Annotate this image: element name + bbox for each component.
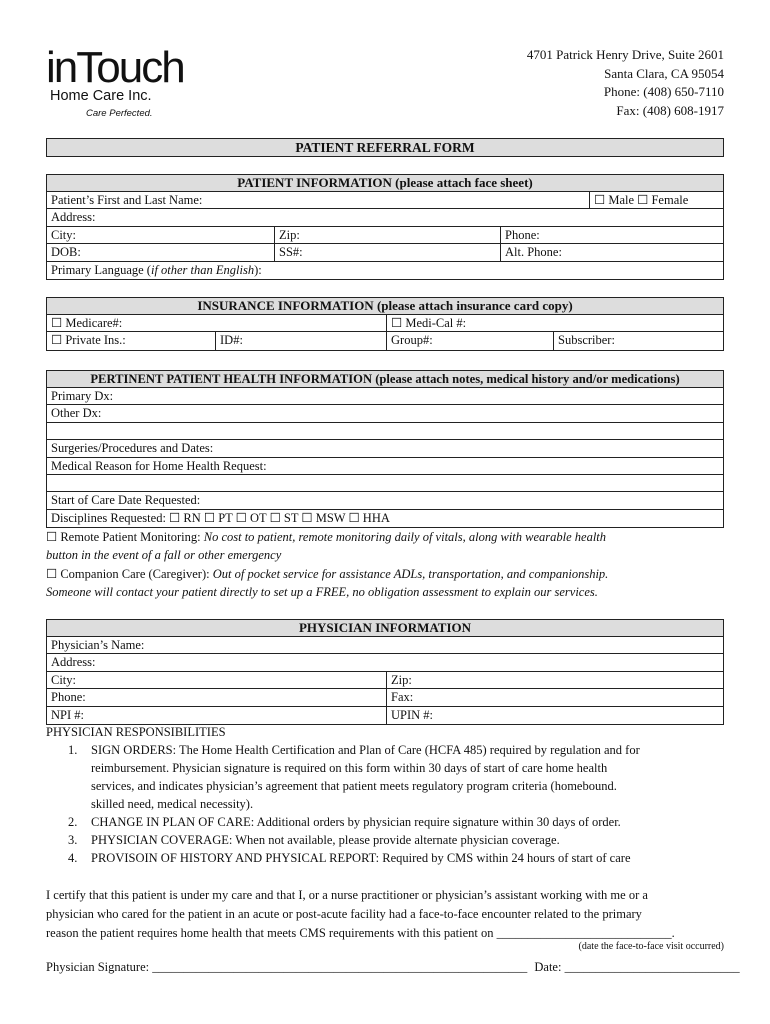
primary-dx-field[interactable]: Primary Dx: — [51, 389, 114, 403]
patient-info-header: PATIENT INFORMATION (please attach face sheet) — [47, 175, 723, 192]
patient-phone-field[interactable]: Phone: — [505, 227, 540, 242]
patient-city-row — [47, 227, 723, 244]
disciplines-checkboxes[interactable]: Disciplines Requested: ☐ RN ☐ PT ☐ OT ☐ ST ☐ MSW ☐ HHA — [51, 510, 390, 525]
language-note: if other than English — [150, 262, 255, 277]
responsibility-item — [46, 741, 726, 813]
medical-reason-continued-field[interactable] — [47, 475, 723, 491]
certification-date-line[interactable]: reason the patient requires home health that meets CMS requirements with this patient on ____________________________. — [46, 926, 675, 940]
logo-tagline: Care Perfected. — [86, 108, 153, 119]
physician-fax-field[interactable]: Fax: — [391, 690, 414, 705]
item-text: services, and indicates physician’s agreement that patient meets regulatory program criteria (homebound. — [91, 779, 617, 793]
remote-monitoring-option[interactable] — [46, 528, 606, 546]
address-line: Santa Clara, CA 95054 — [604, 65, 724, 81]
physician-responsibilities — [46, 723, 726, 867]
address-phone: Phone: (408) 650-7110 — [603, 84, 724, 99]
health-info-section — [46, 370, 724, 528]
insurance-id-field[interactable]: ID#: — [216, 332, 387, 349]
address-fax: Fax: (408) 608-1917 — [616, 102, 724, 118]
physician-name-field[interactable]: Physician’s Name: — [51, 638, 145, 652]
insurance-group-field[interactable]: Group#: — [387, 332, 554, 349]
patient-ss-field[interactable]: SS#: — [275, 244, 501, 260]
patient-name-field[interactable]: Patient’s First and Last Name: — [47, 192, 590, 208]
date-note: (date the face-to-face visit occurred) — [578, 941, 724, 952]
insurance-subscriber-field[interactable]: Subscriber: — [558, 333, 615, 348]
surgeries-field[interactable]: Surgeries/Procedures and Dates: — [51, 441, 214, 456]
physician-phone-row — [47, 689, 723, 706]
blank-row — [47, 475, 723, 492]
item-text: SIGN ORDERS: The Home Health Certification and Plan of Care (HCFA 485) required by regulation and for — [91, 743, 640, 757]
language-label-end: ): — [254, 262, 262, 277]
medical-field[interactable]: ☐ Medi-Cal #: — [391, 316, 467, 330]
physician-zip-field[interactable]: Zip: — [391, 672, 412, 687]
responsibility-item — [46, 849, 726, 867]
rpm-description-2: button in the event of a fall or other emergency — [46, 548, 282, 562]
responsibility-item — [46, 831, 726, 849]
disciplines-row — [47, 510, 723, 527]
signature-row — [46, 958, 740, 976]
blank-row — [47, 423, 723, 440]
patient-sex-checkboxes[interactable]: ☐ Male ☐ Female — [594, 193, 689, 207]
physician-city-row — [47, 672, 723, 689]
patient-dob-row — [47, 244, 723, 261]
responsibility-item — [46, 813, 726, 831]
physician-address-row — [47, 654, 723, 671]
companion-description-2: Someone will contact your patient directly to set up a FREE, no obligation assessment to explain our services. — [46, 585, 598, 599]
insurance-row-2 — [47, 332, 723, 349]
address-line: 4701 Patrick Henry Drive, Suite 2601 — [526, 47, 724, 62]
patient-language-row — [47, 262, 723, 279]
start-care-row — [47, 492, 723, 509]
physician-upin-field[interactable]: UPIN #: — [391, 707, 434, 722]
rpm-checkbox-label: ☐ Remote Patient Monitoring: — [46, 530, 204, 544]
insurance-header: INSURANCE INFORMATION (please attach insurance card copy) — [47, 298, 723, 315]
item-text: CHANGE IN PLAN OF CARE: Additional orders by physician require signature within 30 days of order. — [91, 815, 621, 829]
companion-care-option[interactable] — [46, 565, 608, 583]
language-label: Primary Language ( — [51, 262, 151, 277]
physician-info-section — [46, 619, 724, 725]
physician-name-row — [47, 637, 723, 654]
item-number: 4. — [68, 851, 78, 865]
insurance-row-1 — [47, 315, 723, 332]
other-dx-field[interactable]: Other Dx: — [51, 406, 102, 421]
physician-signature-field[interactable]: Physician Signature: ____________________________________________________________ — [46, 960, 528, 974]
form-title-box — [46, 138, 724, 157]
certification-line: physician who cared for the patient in an acute or post-acute facility had a face-to-face encounter related to the primary — [46, 907, 642, 921]
start-of-care-field[interactable]: Start of Care Date Requested: — [51, 493, 201, 508]
form-title: PATIENT REFERRAL FORM — [47, 139, 723, 156]
company-address — [527, 46, 724, 120]
patient-alt-phone-field[interactable]: Alt. Phone: — [505, 245, 562, 260]
item-text: PHYSICIAN COVERAGE: When not available, please provide alternate physician coverage. — [91, 833, 560, 847]
physician-info-header: PHYSICIAN INFORMATION — [47, 620, 723, 637]
reason-row — [47, 458, 723, 475]
patient-name-row — [47, 192, 723, 209]
certification-statement — [46, 886, 728, 943]
logo-subtitle: Home Care Inc. — [50, 88, 152, 104]
logo-brand: inTouch — [46, 43, 184, 92]
patient-address-field[interactable]: Address: — [51, 210, 96, 225]
item-text: skilled need, medical necessity). — [91, 797, 254, 811]
physician-phone-field[interactable]: Phone: — [47, 689, 387, 705]
patient-info-section — [46, 174, 724, 280]
patient-language-field[interactable] — [47, 262, 723, 279]
physician-npi-row — [47, 707, 723, 724]
surgeries-row — [47, 440, 723, 457]
health-info-header: PERTINENT PATIENT HEALTH INFORMATION (please attach notes, medical history and/or medications) — [47, 371, 723, 388]
item-text: reimbursement. Physician signature is required on this form within 30 days of start of care home health — [91, 761, 608, 775]
companion-description: Out of pocket service for assistance ADLs, transportation, and companionship. — [212, 567, 609, 581]
medicare-field[interactable]: ☐ Medicare#: — [47, 315, 387, 331]
rpm-description: No cost to patient, remote monitoring daily of vitals, along with wearable health — [203, 530, 607, 544]
signature-date-field[interactable]: Date: ____________________________ — [534, 960, 740, 974]
primary-dx-row — [47, 388, 723, 405]
companion-checkbox-label: ☐ Companion Care (Caregiver): — [46, 567, 213, 581]
physician-city-field[interactable]: City: — [47, 672, 387, 688]
item-text: PROVISOIN OF HISTORY AND PHYSICAL REPORT: Required by CMS within 24 hours of start of care — [91, 851, 631, 865]
physician-address-field[interactable]: Address: — [51, 655, 96, 670]
patient-zip-field[interactable]: Zip: — [275, 227, 501, 243]
patient-address-row — [47, 209, 723, 226]
patient-city-field[interactable]: City: — [47, 227, 275, 243]
item-number: 3. — [68, 833, 78, 847]
medical-reason-field[interactable]: Medical Reason for Home Health Request: — [51, 458, 267, 473]
item-number: 2. — [68, 815, 78, 829]
other-dx-continued-field[interactable] — [47, 423, 723, 439]
company-logo — [46, 44, 216, 124]
insurance-section — [46, 297, 724, 351]
other-dx-row — [47, 405, 723, 422]
patient-dob-field[interactable]: DOB: — [47, 244, 275, 260]
certification-line: I certify that this patient is under my care and that I, or a nurse practitioner or physician’s assistant working with me or a — [46, 888, 648, 902]
physician-npi-field[interactable]: NPI #: — [47, 707, 387, 724]
item-number: 1. — [68, 743, 78, 757]
private-ins-field[interactable]: ☐ Private Ins.: — [47, 332, 216, 349]
responsibilities-title: PHYSICIAN RESPONSIBILITIES — [46, 725, 226, 739]
